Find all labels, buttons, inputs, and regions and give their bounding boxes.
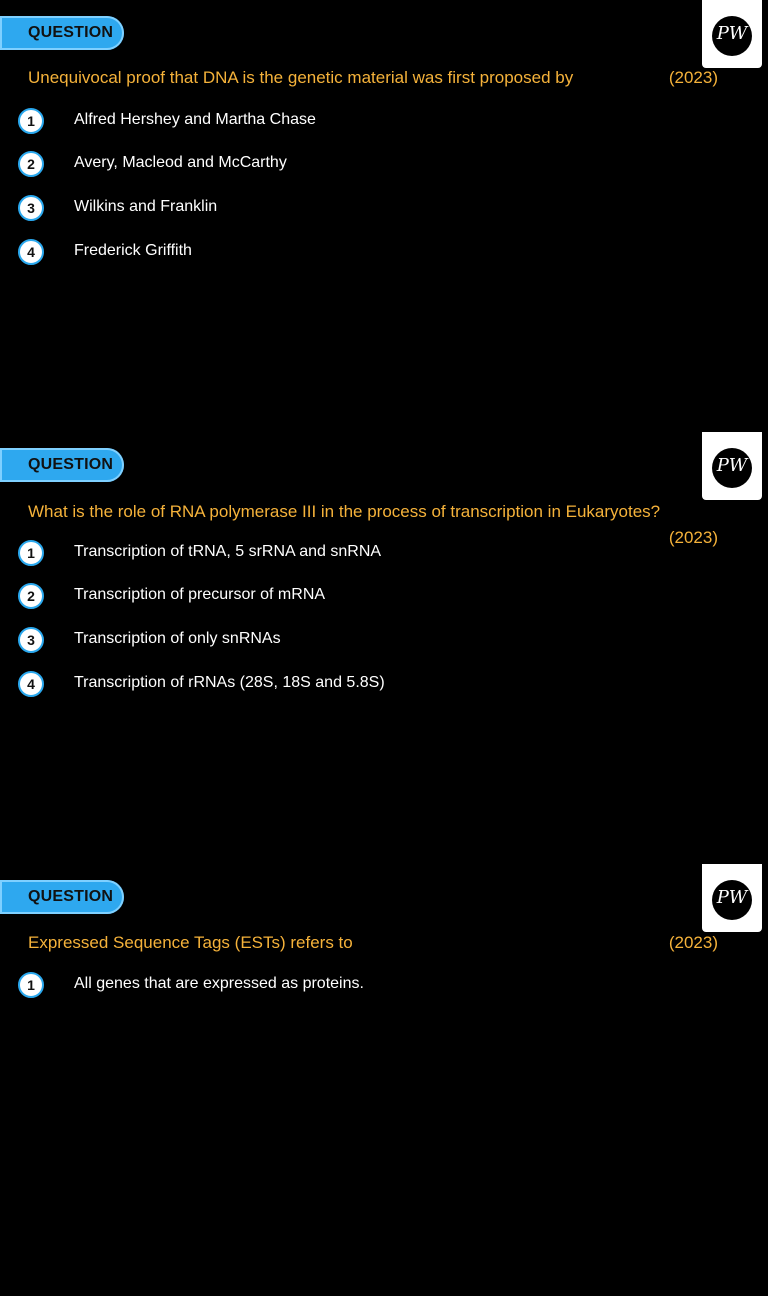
question-year: (2023) xyxy=(668,68,718,87)
option-text: Transcription of tRNA, 5 srRNA and snRNA xyxy=(74,543,382,560)
question-panel-3 xyxy=(0,864,768,1296)
pw-logo xyxy=(702,864,762,932)
question-badge xyxy=(0,880,124,914)
pw-logo-text: PW xyxy=(716,23,748,44)
option-text: Transcription of precursor of mRNA xyxy=(74,586,326,603)
option-text: Transcription of rRNAs (28S, 18S and 5.8S) xyxy=(74,674,385,691)
pw-logo-text: PW xyxy=(716,455,748,476)
question-badge-label: QUESTION xyxy=(28,456,114,473)
option-text: Transcription of only snRNAs xyxy=(74,630,281,647)
question-badge-label: QUESTION xyxy=(28,888,114,905)
option-number-badge: 3 xyxy=(18,195,44,221)
question-badge-label: QUESTION xyxy=(28,24,114,41)
question-text: What is the role of RNA polymerase III in the process of transcription in Eukaryotes? xyxy=(28,502,661,521)
question-text: Expressed Sequence Tags (ESTs) refers to xyxy=(28,933,353,952)
question-panel-2 xyxy=(0,432,768,864)
option-text: Avery, Macleod and McCarthy xyxy=(74,154,287,171)
question-badge xyxy=(0,448,124,482)
option-number-badge: 1 xyxy=(18,540,44,566)
pw-logo-text: PW xyxy=(716,887,748,908)
pw-logo xyxy=(702,0,762,68)
option-number-badge: 4 xyxy=(18,239,44,265)
option-number-badge: 2 xyxy=(18,583,44,609)
question-year: (2023) xyxy=(668,933,718,952)
question-text: Unequivocal proof that DNA is the genetic material was first proposed by xyxy=(28,68,574,87)
option-number-badge: 1 xyxy=(18,108,44,134)
option-number-badge: 2 xyxy=(18,151,44,177)
option-text: Alfred Hershey and Martha Chase xyxy=(74,111,316,128)
pw-logo xyxy=(702,432,762,500)
option-number-badge: 1 xyxy=(18,972,44,998)
option-text: Wilkins and Franklin xyxy=(74,198,218,215)
option-text: Frederick Griffith xyxy=(74,242,192,259)
option-text: All genes that are expressed as proteins. xyxy=(74,975,364,992)
question-panel-1 xyxy=(0,0,768,432)
option-number-badge: 3 xyxy=(18,627,44,653)
question-badge xyxy=(0,16,124,50)
question-year: (2023) xyxy=(668,528,718,547)
option-number-badge: 4 xyxy=(18,671,44,697)
